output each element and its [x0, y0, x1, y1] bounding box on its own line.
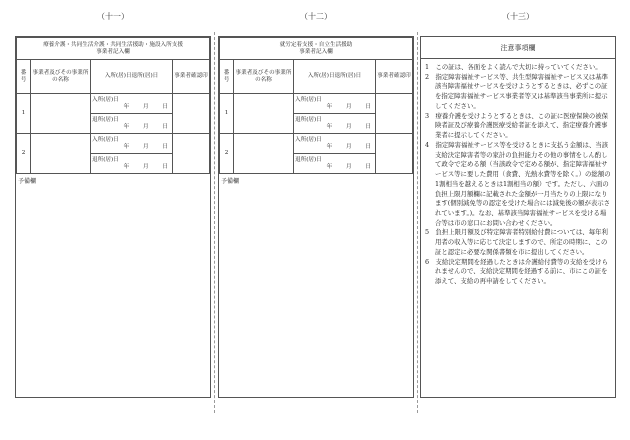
move-in-date-field[interactable]: 入所(居)日 年 月 日 — [294, 134, 376, 154]
panel-number-11: （十一） — [97, 12, 129, 21]
row-number: 1 — [17, 94, 31, 134]
row-number: 1 — [220, 94, 234, 134]
provider-name-field[interactable] — [234, 94, 294, 134]
confirm-seal-field[interactable] — [173, 94, 210, 134]
provider-name-field[interactable] — [234, 134, 294, 174]
note-item: 1 この証は、各面をよく読んで大切に持っていてください。 — [425, 63, 602, 71]
panel-12-title — [220, 38, 413, 60]
provider-name-field[interactable] — [31, 94, 91, 134]
panel-11-title — [17, 38, 210, 60]
header-number: 番号 — [220, 60, 234, 94]
provider-name-field[interactable] — [31, 134, 91, 174]
table-row — [17, 134, 210, 154]
row-number: 2 — [17, 134, 31, 174]
confirm-seal-field[interactable] — [173, 134, 210, 174]
header-provider-name: 事業者及びその事業所の名称 — [234, 60, 294, 94]
note-item: 2 指定障害福祉サービス等、共生型障害福祉サービス又は基準該当障害福祉サービスを受けようとするときは、必ずこの証を指定障害福祉サービス事業者等又は基準該当事業所に提示してください。 — [425, 72, 609, 110]
panel-11-box — [15, 36, 211, 398]
table-row — [220, 94, 413, 114]
panel-12-box — [218, 36, 414, 398]
move-out-date-field[interactable]: 退所(居)日 年 月 日 — [294, 114, 376, 134]
note-item: 4 指定障害福祉サービス等を受けるときに支払う金額は、当該支給決定障害者等の家計の負担能力その他の事情をしん酌して政令で定める額（当該政令で定める額が、指定障害福祉サービス等に要した費用（食費、光熱水費等を除く。）の総額の1割相当を越えるときは1割相当の額）です。ただし、六面の負担上限月額欄に記載された金額が一月当たりの上限になります(個別減免等の認定を受けた場合には減免後の額が表示されています。)。なお、基準該当障害福祉サービスを受ける場合等は市の窓口にお問い合わせください。 — [425, 140, 611, 227]
confirm-seal-field[interactable] — [376, 134, 413, 174]
move-out-date-field[interactable]: 退所(居)日 年 月 日 — [294, 154, 376, 174]
table-row — [220, 134, 413, 154]
provider-entry-table-12 — [219, 37, 413, 174]
move-in-date-field[interactable]: 入所(居)日 年 月 日 — [294, 94, 376, 114]
header-confirm-seal: 事業者確認印 — [376, 60, 413, 94]
panel-13-box — [420, 36, 616, 398]
fold-line-right — [417, 32, 418, 413]
provider-entry-table-11 — [16, 37, 210, 174]
header-provider-name: 事業者及びその事業所の名称 — [31, 60, 91, 94]
table-row — [17, 94, 210, 114]
header-confirm-seal: 事業者確認印 — [173, 60, 210, 94]
header-dates: 入所(居)日退所(居)日 — [91, 60, 173, 94]
remarks-label: 予備欄 — [221, 178, 240, 185]
move-in-date-field[interactable]: 入所(居)日 年 月 日 — [91, 134, 173, 154]
title-line-2: 事業者記入欄 — [299, 48, 333, 55]
title-line-1: 療養介護・共同生活介護・共同生活援助・施設入所支援 — [43, 41, 183, 48]
header-dates: 入所(居)日退所(居)日 — [294, 60, 376, 94]
panel-number-12: （十二） — [300, 12, 332, 21]
remarks-label: 予備欄 — [18, 178, 37, 185]
move-in-date-field[interactable]: 入所(居)日 年 月 日 — [91, 94, 173, 114]
confirm-seal-field[interactable] — [376, 94, 413, 134]
move-out-date-field[interactable]: 退所(居)日 年 月 日 — [91, 154, 173, 174]
note-item: 3 療養介護を受けようとするときは、この証に医療保険の被保険者証及び療養介護医療受給者証を添えて、指定療養介護事業者に提示してください。 — [425, 111, 609, 140]
fold-line-left — [214, 32, 215, 413]
title-line-2: 事業者記入欄 — [96, 48, 130, 55]
move-out-date-field[interactable]: 退所(居)日 年 月 日 — [91, 114, 173, 134]
note-item: 5 負担上限月額及び特定障害者特別給付費については、毎年利用者の収入等に応じて決定しますので、所定の時期に、この証と認定に必要な関係書類を市に提出してください。 — [425, 228, 608, 256]
header-number: 番号 — [17, 60, 31, 94]
panel-number-13: （十三） — [502, 12, 534, 21]
notes-title: 注意事項欄 — [421, 37, 615, 59]
title-line-1: 就労定着支援・自立生活援助 — [279, 41, 353, 48]
note-item: 6 支給決定期間を経過したときは介護給付費等の支給を受けられませんので、支給決定期間を経過する前に、市にこの証を添えて、支給の再申請をしてください。 — [425, 257, 609, 286]
notes-list — [421, 59, 615, 287]
row-number: 2 — [220, 134, 234, 174]
